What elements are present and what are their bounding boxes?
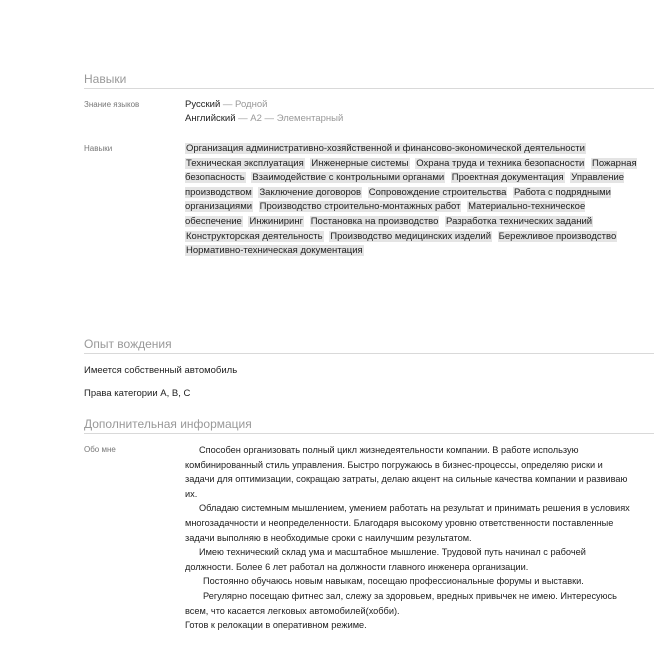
about-paragraph: Способен организовать полный цикл жизнедеятельности компании. В работе использую комбинированный стиль управления. Быстро погружаюсь в бизнес-процессы, определяю риски и задачи для оптимизации, сокращаю затраты, делаю акцент на сильные качества компании и развиваю их. (185, 445, 628, 499)
about-paragraph: Обладаю системным мышлением, умением работать на результат и принимать решения в условиях многозадачности и неопределенности. Благодаря высокому уровню ответственности поставленные задачи выполняю в необходимые сроки с наилучшим результатом. (185, 503, 630, 543)
about-paragraph: Регулярно посещаю фитнес зал, слежу за здоровьем, вредных привычек не имею. Интересуюсь всем, что касается легковых автомобилей(хобби). (185, 590, 617, 616)
skills-section-title: Навыки (84, 72, 654, 89)
skill-tag: Взаимодействие с контрольными органами (252, 172, 445, 184)
language-level: Родной (235, 99, 268, 110)
skill-tag: Заключение договоров (259, 186, 362, 198)
skill-tag: Разработка технических заданий (446, 215, 593, 227)
languages-list (185, 98, 343, 126)
language-name: Русский (185, 99, 221, 110)
about-paragraph: Готов к релокации в оперативном режиме. (185, 620, 367, 631)
about-paragraph: Постоянно обучаюсь новым навыкам, посещаю профессиональные форумы и выставки. (203, 576, 584, 587)
skill-tag: Организация административно-хозяйственной и финансово-экономической деятельности (186, 143, 585, 154)
about-label: Обо мне (84, 445, 116, 454)
language-name: Английский (185, 113, 236, 124)
language-separator: — (220, 99, 236, 110)
skill-tag: Производство медицинских изделий (330, 230, 492, 242)
skill-tag: Охрана труда и техника безопасности (416, 157, 585, 169)
skill-tag: Конструкторская деятельность (186, 230, 323, 242)
skill-tag: Инженерные системы (311, 157, 409, 169)
license-text: Права категории A, B, C (84, 388, 191, 399)
language-item (185, 112, 343, 126)
own-car-text: Имеется собственный автомобиль (84, 365, 238, 376)
about-paragraph: Имею технический склад ума и масштабное мышление. Трудовой путь начинал с рабочей должности. Более 6 лет работал на должности главного инженера организации. (185, 547, 586, 572)
skill-tag: Управление производством (185, 172, 625, 198)
additional-section-title: Дополнительная информация (84, 417, 654, 434)
skill-tag: Нормативно-техническая документация (186, 245, 363, 257)
driving-section-title: Опыт вождения (84, 337, 654, 354)
skill-tag: Постановка на производство (310, 215, 439, 227)
skill-tag: Бережливое производство (498, 230, 617, 242)
about-text (185, 443, 631, 633)
skill-tag: Работа с подрядными организациями (185, 186, 611, 213)
language-item (185, 98, 343, 112)
skill-tag: Материально-техническое обеспечение (185, 201, 586, 227)
language-level: A2 — Элементарный (250, 113, 344, 124)
skill-tag: Сопровождение строительства (368, 186, 507, 198)
skills-list (185, 142, 645, 259)
languages-label: Знание языков (84, 100, 140, 109)
language-separator: — (235, 113, 251, 124)
skill-tag: Пожарная безопасность (185, 157, 637, 184)
skill-tag: Производство строительно-монтажных работ (259, 201, 461, 213)
skill-tag: Техническая эксплуатация (186, 157, 304, 169)
skill-tag: Инжиниринг (249, 215, 304, 227)
skills-label: Навыки (84, 144, 113, 153)
skill-tag: Проектная документация (451, 172, 564, 184)
